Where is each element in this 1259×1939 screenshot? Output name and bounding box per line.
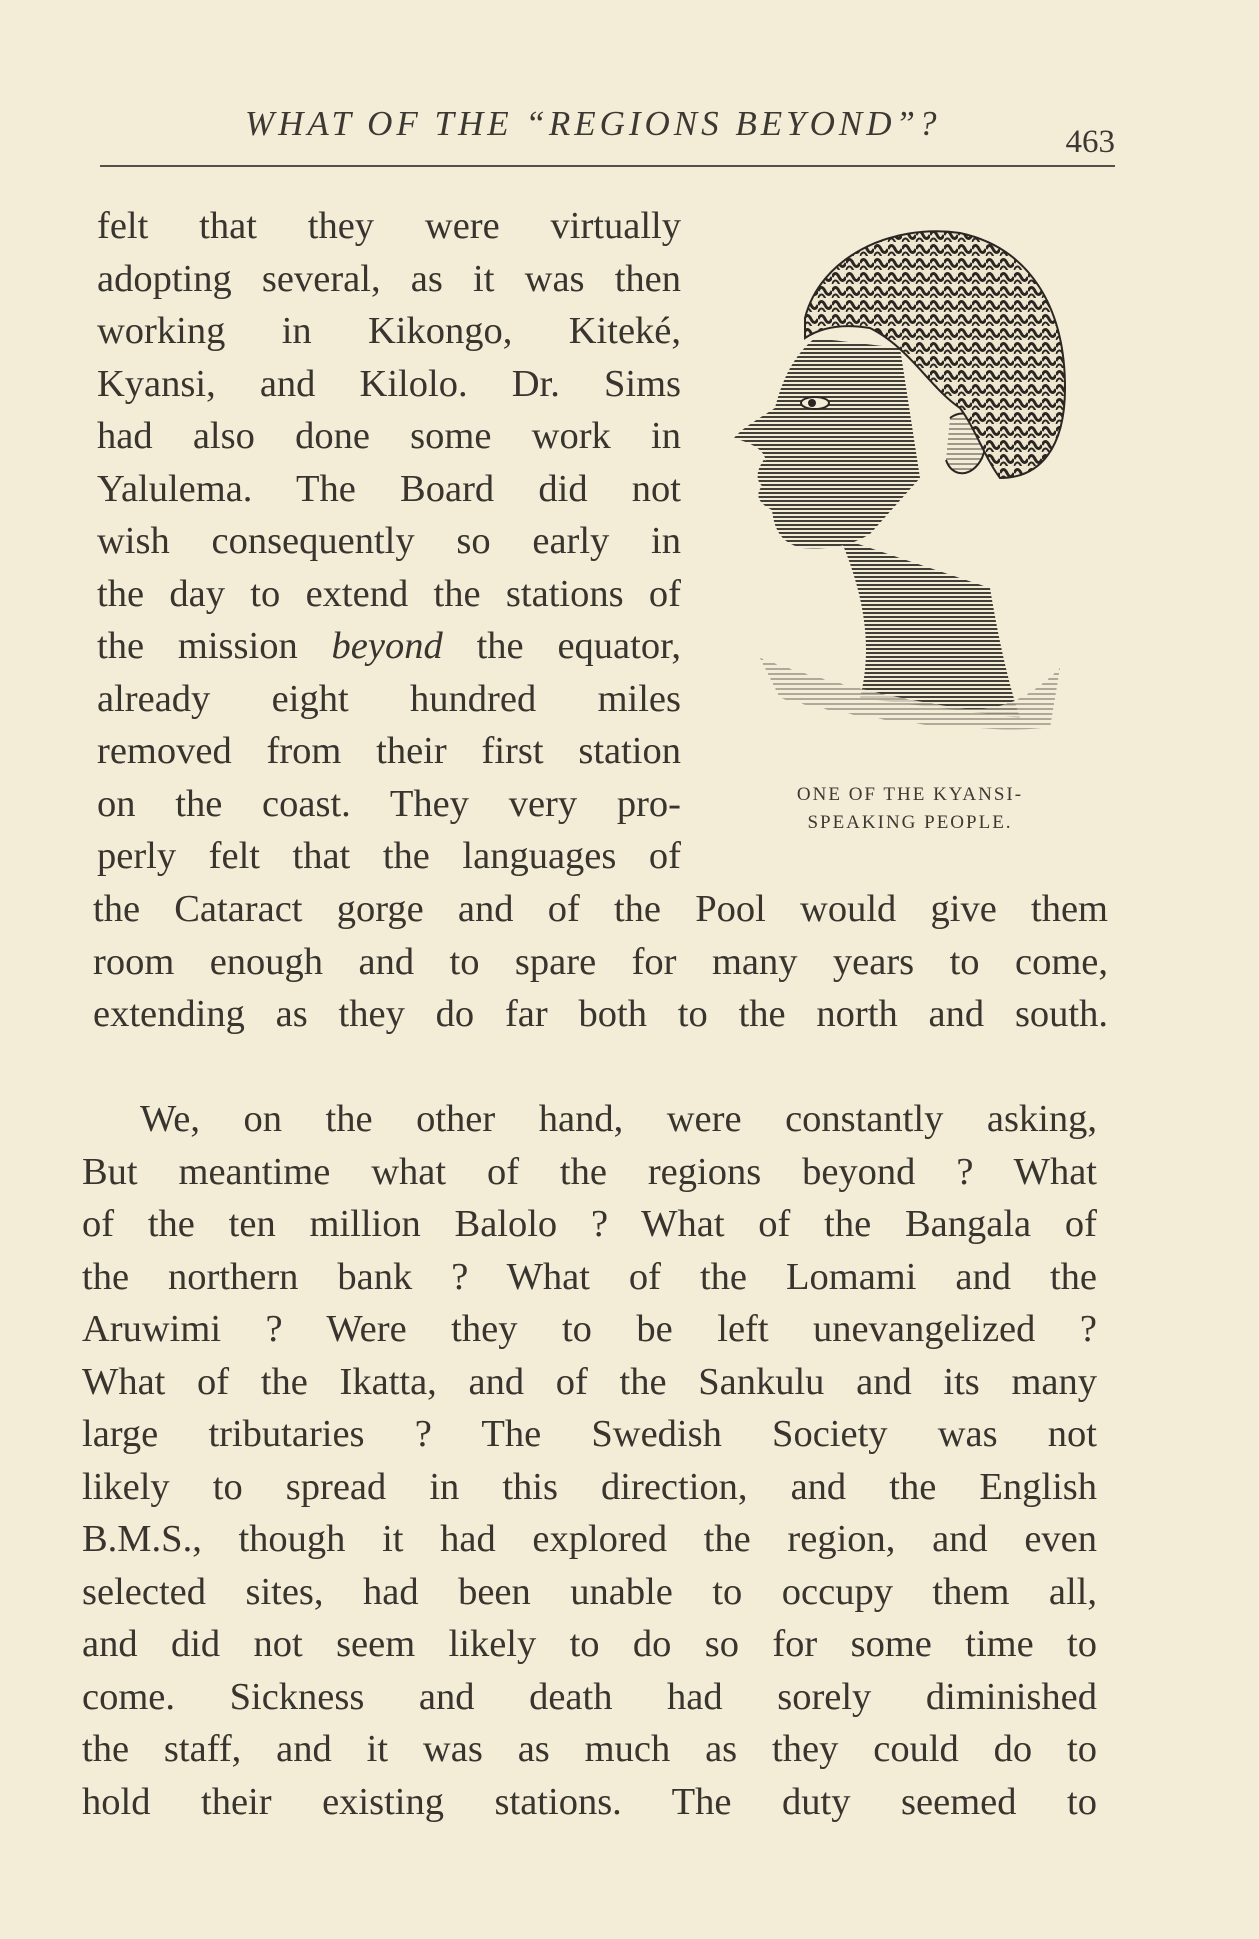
text-line: removed from their first station bbox=[97, 730, 681, 772]
text-line: the day to extend the stations of bbox=[97, 572, 681, 615]
figure bbox=[720, 228, 1100, 848]
text-line: B.M.S., though it had explored the region, and even bbox=[82, 1518, 1097, 1560]
text-line: What of the Ikatta, and of the Sankulu and its many bbox=[82, 1360, 1097, 1403]
text-line bbox=[97, 620, 681, 673]
text-line: of the ten million Balolo ? What of the Bangala of bbox=[82, 1203, 1097, 1245]
text-line: extending as they do far both to the north and south. bbox=[93, 993, 1108, 1035]
text-line: Yalulema. The Board did not bbox=[97, 467, 681, 510]
text-line: room enough and to spare for many years to come, bbox=[93, 940, 1108, 983]
text-line: had also done some work in bbox=[97, 415, 681, 457]
engraving-portrait-profile-icon bbox=[720, 228, 1100, 758]
caption-line: SPEAKING PEOPLE. bbox=[807, 812, 1013, 833]
text-line: come. Sickness and death had sorely diminished bbox=[82, 1675, 1097, 1718]
paragraph-2 bbox=[82, 1093, 1097, 1828]
text-line: the northern bank ? What of the Lomami and the bbox=[82, 1255, 1097, 1298]
page-number: 463 bbox=[1065, 124, 1115, 160]
text-line: and did not seem likely to do so for some time to bbox=[82, 1623, 1097, 1665]
text-line: adopting several, as it was then bbox=[97, 257, 681, 300]
figure-caption bbox=[720, 781, 1100, 837]
text-line: the Cataract gorge and of the Pool would give them bbox=[93, 888, 1108, 930]
text-line: Aruwimi ? Were they to be left unevangelized ? bbox=[82, 1308, 1097, 1350]
caption-line: ONE OF THE KYANSI- bbox=[796, 784, 1024, 805]
text-line: perly felt that the languages of bbox=[97, 835, 681, 877]
text-run: the mission bbox=[97, 625, 332, 667]
text-line: large tributaries ? The Swedish Society was not bbox=[82, 1413, 1097, 1455]
text-line: already eight hundred miles bbox=[97, 677, 681, 720]
running-head: WHAT OF THE “REGIONS BEYOND”? bbox=[245, 104, 941, 143]
header-rule bbox=[100, 165, 1115, 167]
text-line: wish consequently so early in bbox=[97, 520, 681, 562]
text-line: hold their existing stations. The duty seemed to bbox=[82, 1780, 1097, 1823]
text-line: Kyansi, and Kilolo. Dr. Sims bbox=[97, 362, 681, 405]
text-line: selected sites, had been unable to occupy them all, bbox=[82, 1570, 1097, 1613]
text-line: likely to spread in this direction, and the English bbox=[82, 1465, 1097, 1508]
text-line: We, on the other hand, were constantly asking, bbox=[140, 1098, 1097, 1140]
text-line: on the coast. They very pro- bbox=[97, 782, 681, 825]
text-run: the equator, bbox=[442, 625, 681, 667]
text-line: the staff, and it was as much as they could do to bbox=[82, 1728, 1097, 1770]
text-line: But meantime what of the regions beyond ? What bbox=[82, 1150, 1097, 1193]
italic-text: beyond bbox=[331, 625, 443, 667]
paragraph-1-wrapped bbox=[97, 200, 681, 883]
paragraph-1-full-width bbox=[93, 883, 1108, 1041]
page-header bbox=[100, 100, 1115, 160]
text-line: felt that they were virtually bbox=[97, 205, 681, 247]
text-line: working in Kikongo, Kiteké, bbox=[97, 310, 681, 352]
